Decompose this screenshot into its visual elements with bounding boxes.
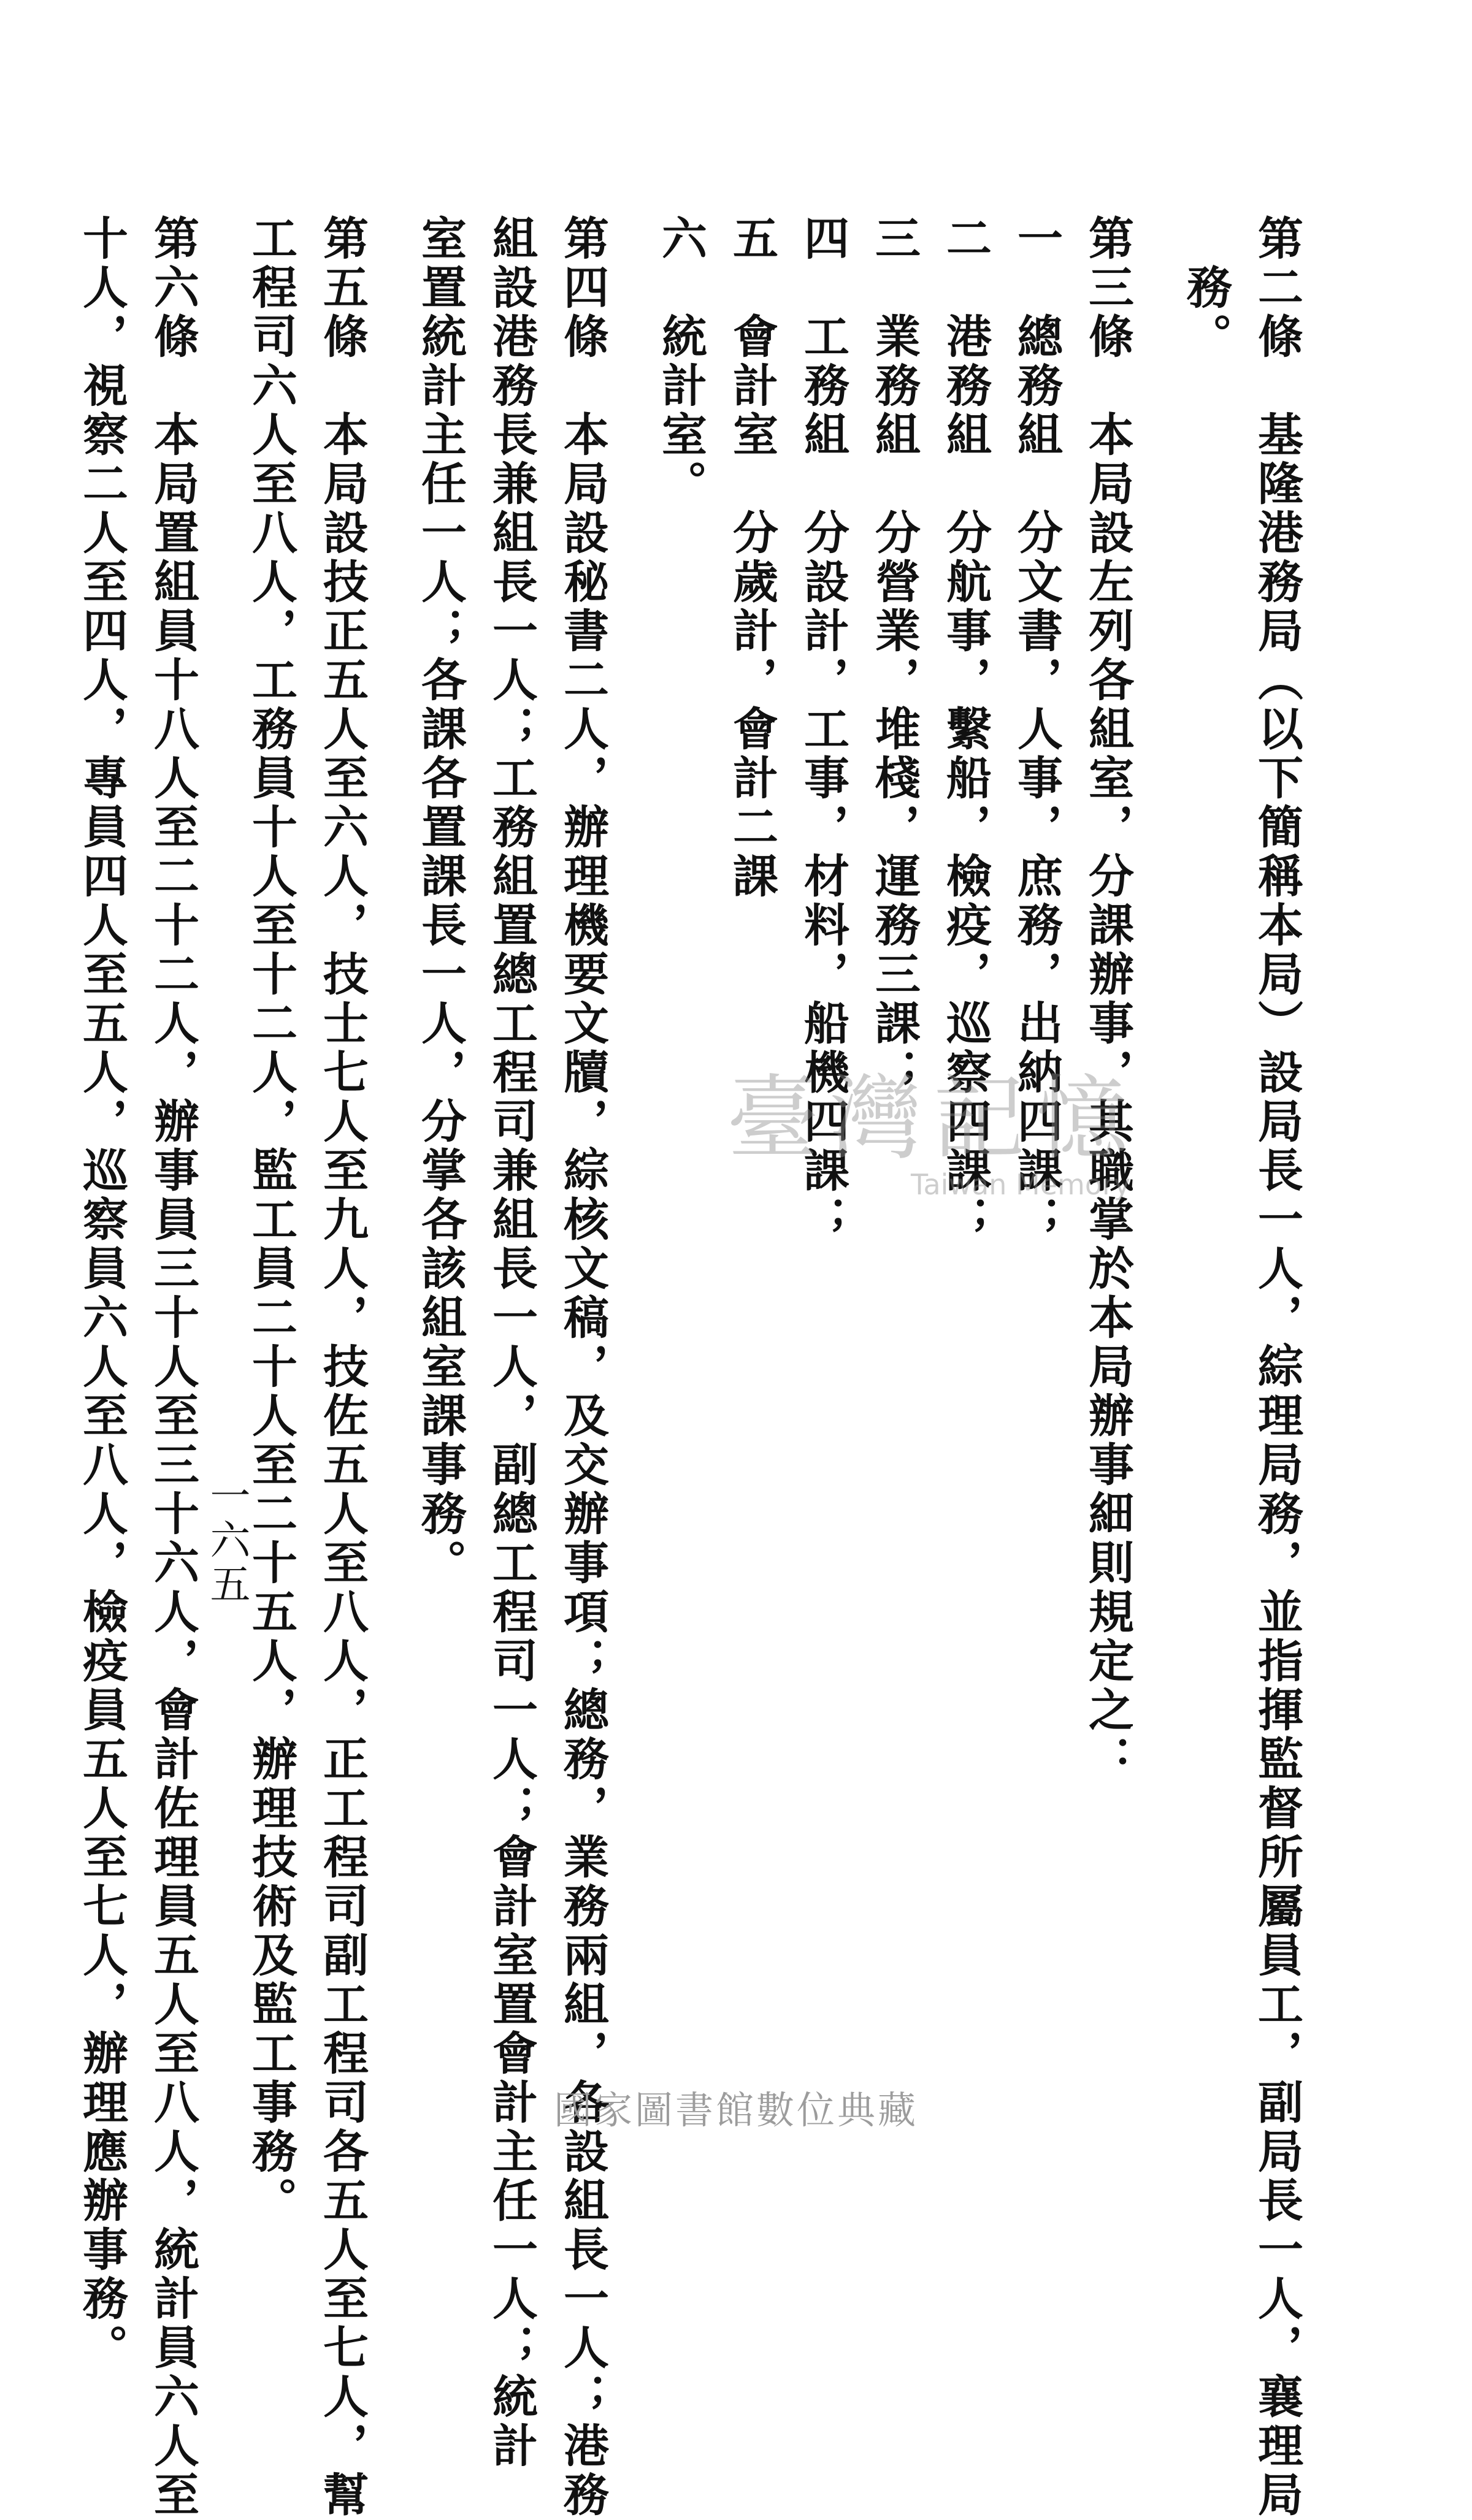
article-2-line-2: 務。 bbox=[1179, 215, 1232, 362]
page-number: 一六五 bbox=[203, 1475, 250, 1607]
article-4-line-2: 組設港務長兼組長一人；工務組置總工程司兼組長一人，副總工程司一人；會計室置會計主任一人；統計 bbox=[485, 215, 538, 2471]
footer-credit: 國家圖書館數位典藏 bbox=[553, 2088, 918, 2132]
watermark-english: Taiwan Memory bbox=[911, 1168, 1131, 1201]
article-3-item-6: 六 統計室。 bbox=[654, 215, 707, 509]
article-3-item-1: 一 總務組 分文書，人事，庶務，出納四課； bbox=[1010, 215, 1063, 1245]
article-3-item-2: 二 港務組 分航事，繫船，檢疫，巡察四課； bbox=[939, 215, 992, 1245]
article-3-item-5: 五 會計室 分歲計，會計二課 bbox=[726, 215, 778, 901]
article-6-line-1: 第六條 本局置組員十八人至二十二人，辦事員三十人至三十六人，會計佐理員五人至八人，統計員六人至 bbox=[147, 215, 199, 2520]
article-5-line-2: 工程司六人至八人，工務員十人至十二人，監工員二十人至二十五人，辦理技術及監工事務。 bbox=[245, 215, 297, 2226]
article-4-line-1: 第四條 本局設秘書二人，辦理機要文牘，綜核文稿，及交辦事項；總務，業務兩組，各設組長一人；港務 bbox=[556, 215, 609, 2520]
article-3-heading: 第三條 本局設左列各組室，分課辦事，其職掌於本局辦事細則規定之： bbox=[1081, 215, 1134, 1784]
article-4-line-3: 室置統計主任一人；各課各置課長一人，分掌各該組室課事務。 bbox=[414, 215, 467, 1588]
watermark-chinese: 臺灣記憶 bbox=[727, 1066, 1140, 1172]
article-6-line-2: 十人，視察二人至四人，專員四人至五人，巡察員六人至八人，檢疫員五人至七人，辦理應辦事務。 bbox=[75, 215, 128, 2373]
article-3-item-4: 四 工務組 分設計，工事，材料，船機四課； bbox=[797, 215, 849, 1245]
article-3-item-3: 三 業務組 分營業，堆棧，運務三課； bbox=[868, 215, 921, 1098]
article-5-line-1: 第五條 本局設技正五人至六人，技士七人至九人，技佐五人至八人，正工程司副工程司各五人至七人，幫 bbox=[316, 215, 369, 2520]
article-2-line-1: 第二條 基隆港務局（以下簡稱本局）設局長一人，綜理局務，並指揮監督所屬員工，副局長一人，襄理局 bbox=[1251, 215, 1303, 2520]
